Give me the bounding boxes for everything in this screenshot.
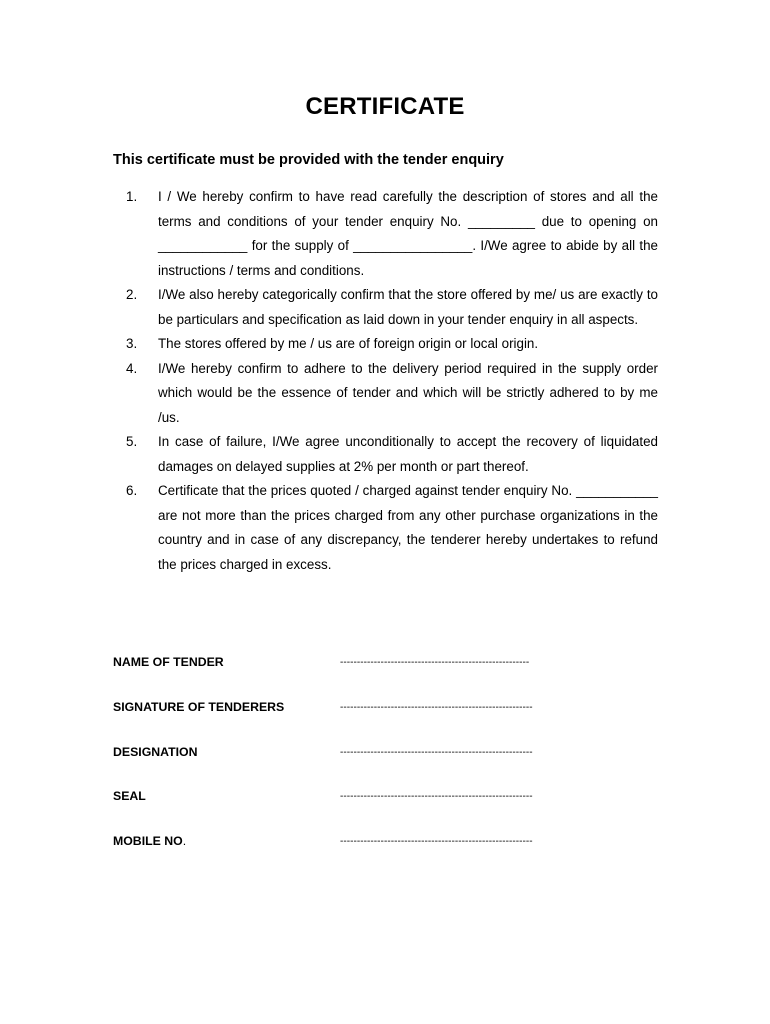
list-item: [113, 479, 658, 577]
blank-line: ---------------------------------------------------------: [340, 791, 533, 803]
page-title: CERTIFICATE: [305, 93, 465, 120]
item-number: 2.: [126, 287, 138, 302]
page-subtitle: This certificate must be provided with the tender enquiry: [113, 152, 504, 168]
list-item: [113, 357, 658, 431]
item-text: In case of failure, I/We agree unconditionally to accept the recovery of liquidated damages on delayed supplies at 2% per month or part thereof.: [158, 434, 658, 474]
item-number: 1.: [126, 189, 138, 204]
blank-line: ---------------------------------------------------------: [340, 836, 533, 848]
item-text: The stores offered by me / us are of foreign origin or local origin.: [158, 336, 539, 351]
item-number: 6.: [126, 483, 138, 498]
field-label: NAME OF TENDER: [113, 655, 224, 669]
field-name-of-tender: [113, 655, 593, 700]
tenderer-details: [113, 655, 593, 879]
field-designation: [113, 745, 593, 790]
declaration-list: [113, 185, 658, 577]
item-text: I/We also hereby categorically confirm that the store offered by me/ us are exactly to be particulars and specification as laid down in your tender enquiry in all aspects.: [158, 287, 658, 327]
field-label: DESIGNATION: [113, 744, 198, 759]
item-text: I / We hereby confirm to have read carefully the description of stores and all the terms and conditions of your tender enquiry No. _________ due to opening on ____________ for the supply of ________________. I/We agree to abide by all the instructions / terms and conditions.: [158, 189, 658, 278]
item-number: 4.: [126, 360, 138, 376]
field-label: SIGNATURE OF TENDERERS: [113, 699, 285, 714]
list-item: [113, 430, 658, 479]
field-seal: [113, 789, 593, 834]
item-number: 3.: [126, 336, 138, 351]
field-label: MOBILE NO: [113, 834, 183, 849]
blank-line: ---------------------------------------------------------: [340, 701, 533, 713]
list-item: [113, 332, 658, 357]
item-text: Certificate that the prices quoted / charged against tender enquiry No. ___________ are not more than the prices charged from any other purchase organizations in the country and in case of any discrepancy, the tenderer hereby undertakes to refund the prices charged in excess.: [158, 483, 658, 572]
field-mobile-no: [113, 834, 593, 879]
blank-line: --------------------------------------------------------: [340, 657, 530, 668]
blank-line: ---------------------------------------------------------: [340, 746, 533, 758]
item-text: I/We hereby confirm to adhere to the delivery period required in the supply order which would be the essence of tender and which will be strictly adhered to by me /us.: [158, 360, 658, 425]
list-item: [113, 283, 658, 332]
item-number: 5.: [126, 434, 138, 449]
field-label: SEAL: [113, 789, 146, 804]
list-item: [113, 185, 658, 283]
field-label-suffix: .: [182, 834, 187, 849]
field-signature-of-tenderers: [113, 700, 593, 745]
